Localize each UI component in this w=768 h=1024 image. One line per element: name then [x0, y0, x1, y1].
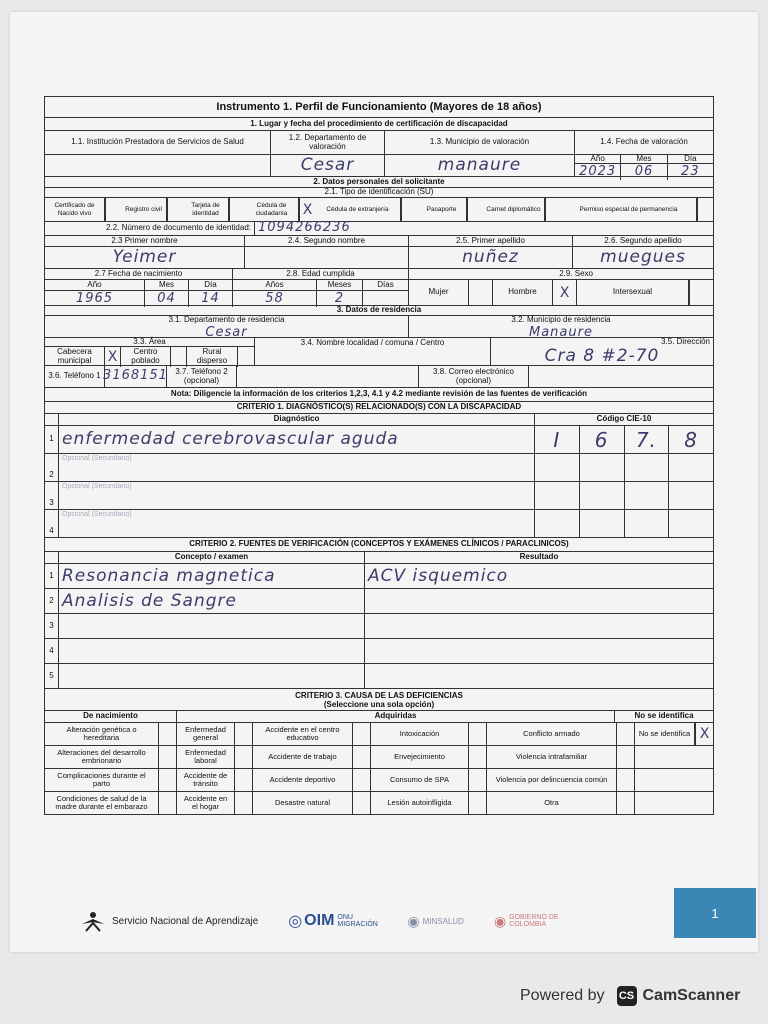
- footer-logos: [80, 906, 760, 936]
- c1-heading-row: [44, 402, 714, 414]
- c3-nac-col: De nacimiento: [45, 711, 177, 722]
- cie-char-3: 7.: [625, 426, 670, 453]
- c2-row-resultado: [365, 639, 713, 663]
- tel2-label: 3.7. Teléfono 2 (opcional): [167, 366, 237, 387]
- c2-cols-row: [44, 552, 714, 564]
- c2-row-num: 5: [45, 664, 59, 688]
- area-cabecera-label: Cabecera municipal: [45, 347, 105, 367]
- c2-row: [44, 589, 714, 614]
- powered-text: Powered by: [520, 987, 605, 1004]
- c3-option-label: Complicaciones durante el parto: [45, 769, 159, 791]
- s1-heading: 1. Lugar y fecha del procedimiento de certificación de discapacidad: [250, 118, 508, 128]
- c1-num-col: [45, 414, 59, 425]
- doc-tarjeta-identidad-box[interactable]: [229, 198, 245, 221]
- c1-row-2-cie3: [625, 454, 670, 481]
- c2-row: [44, 639, 714, 664]
- doc-carnet-diplomatico-box[interactable]: [545, 198, 561, 221]
- doc-cedula-ciudadania-box[interactable]: X: [299, 198, 315, 221]
- tipo-heading-row: [44, 188, 714, 198]
- cie-char-1: I: [535, 426, 580, 453]
- ips-label: 1.1. Institución Prestadora de Servicios de Salud: [45, 131, 271, 154]
- c2-row-resultado: [365, 614, 713, 638]
- c3-option-box[interactable]: [159, 746, 177, 768]
- doc-cedula-ciudadania: Cédula de ciudadanía: [245, 198, 299, 221]
- c3-option-box[interactable]: [353, 723, 371, 745]
- segundo-apellido-label: 2.6. Segundo apellido: [604, 235, 682, 245]
- c1-row-2: [44, 454, 714, 482]
- s3-heading: 3. Datos de residencia: [336, 305, 422, 315]
- nac-anio-value: 1965: [45, 291, 145, 307]
- form-title: Instrumento 1. Perfil de Funcionamiento (Mayores de 18 años): [216, 100, 542, 113]
- doc-nacido-vivo-box[interactable]: [105, 198, 121, 221]
- c1-row-1-num: 1: [45, 426, 59, 453]
- c1-row-3-cie4: [669, 482, 713, 509]
- s1-heading-row: [44, 118, 714, 131]
- nac-dia-label: Día: [189, 280, 233, 290]
- c2-row-num: 3: [45, 614, 59, 638]
- ips-value: [45, 155, 271, 176]
- dep-value: Cesar: [271, 155, 385, 176]
- c3-option-label: Consumo de SPA: [371, 769, 469, 791]
- c3-option-box[interactable]: [235, 746, 253, 768]
- c3-option-label: No se identifica: [635, 723, 695, 745]
- c3-option-box[interactable]: [469, 769, 487, 791]
- anio-value: 2023: [575, 164, 621, 180]
- c1-row-4-cie3: [625, 510, 670, 537]
- c1-row-2-diag: Opcional (Secundario): [59, 454, 535, 481]
- doc-pasaporte: Pasaporte: [417, 198, 467, 221]
- c3-option-box[interactable]: [159, 723, 177, 745]
- c2-row-concepto: Analisis de Sangre: [59, 589, 365, 613]
- c3-option-label: Condiciones de salud de la madre durante el embarazo: [45, 792, 159, 814]
- nota-row: [44, 388, 714, 402]
- c3-option-label: Enfermedad general: [177, 723, 235, 745]
- c3-option-box[interactable]: [469, 723, 487, 745]
- edad-dias-label: Días: [377, 279, 394, 289]
- tipo-heading: 2.1. Tipo de identificación (SU): [324, 187, 434, 197]
- c1-row-2-cie4: [669, 454, 713, 481]
- c1-row-1-diag: enfermedad cerebrovascular aguda: [59, 426, 535, 453]
- tel2-value: [237, 366, 419, 387]
- c2-row-resultado: ACV isquemico: [368, 565, 509, 586]
- c3-option-label: Desastre natural: [253, 792, 353, 814]
- names-values-row: [44, 247, 714, 269]
- doc-carnet-diplomatico: Carnet diplomático: [483, 198, 545, 221]
- camscanner-icon: CS: [617, 986, 637, 1006]
- c3-option-box[interactable]: [353, 746, 371, 768]
- c3-rows: [44, 723, 714, 815]
- c1-row-2-cie2: [580, 454, 625, 481]
- res-mun-value: Manaure: [529, 325, 593, 340]
- segundo-apellido-value: muegues: [600, 247, 686, 268]
- c1-heading: CRITERIO 1. DIAGNÓSTICO(S) RELACIONADO(S) CON LA DISCAPACIDAD: [236, 402, 522, 412]
- primer-apellido-value: nuñez: [409, 247, 573, 268]
- sexo-hombre-box[interactable]: X: [553, 280, 577, 305]
- anio-label: Año: [575, 155, 621, 163]
- sexo-hombre-label: Hombre: [493, 280, 553, 305]
- c3-option-box[interactable]: [159, 769, 177, 791]
- c3-option-label: [635, 746, 713, 768]
- names-labels-row: [44, 236, 714, 247]
- c1-row-2-num: 2: [45, 454, 59, 481]
- c3-option-box[interactable]: [159, 792, 177, 814]
- c3-option-label: Lesión autoinfligida: [371, 792, 469, 814]
- phone-row: [44, 366, 714, 388]
- area-centro-label: Centro poblado: [121, 347, 171, 367]
- c3-option-label: Accidente de tránsito: [177, 769, 235, 791]
- residence-row: [44, 316, 714, 338]
- c2-row-num: 2: [45, 589, 59, 613]
- c1-row-1: [44, 426, 714, 454]
- edad-anos-label: Años: [233, 280, 317, 290]
- fecha-nac-label: 2.7 Fecha de nacimiento: [45, 269, 233, 279]
- doc-registro-civil-box[interactable]: [167, 198, 183, 221]
- c1-row-2-cie1: [535, 454, 580, 481]
- c2-heading: CRITERIO 2. FUENTES DE VERIFICACIÓN (CONCEPTOS Y EXÁMENES CLÍNICOS / PARACLINICOS): [189, 539, 569, 549]
- tel1-value: 3168151: [105, 366, 167, 387]
- tel1-label: 3.6. Teléfono 1: [45, 366, 105, 387]
- c1-row-4-cie4: [669, 510, 713, 537]
- direccion-label: 3.5. Dirección: [661, 336, 710, 346]
- doc-tarjeta-identidad: Tarjeta de identidad: [183, 198, 229, 221]
- c2-row: [44, 564, 714, 589]
- c3-option-label: Violencia intrafamiliar: [487, 746, 617, 768]
- c3-option-label: [635, 769, 713, 791]
- doc-cedula-extranjeria-box[interactable]: [401, 198, 417, 221]
- s1-values-row: [44, 155, 714, 177]
- direccion-value: Cra 8 #2-70: [544, 346, 660, 366]
- c2-row-concepto: Resonancia magnetica: [59, 564, 365, 588]
- c3-option-box[interactable]: [617, 792, 635, 814]
- area-rural-box[interactable]: [238, 347, 254, 367]
- edad-meses-label: Meses: [317, 280, 363, 290]
- c3-option-label: Alteración genética o hereditaria: [45, 723, 159, 745]
- correo-value: [529, 366, 713, 387]
- doc-nacido-vivo: Certificado de Nacido vivo: [45, 198, 105, 221]
- doc-number-value: 1094266236: [258, 220, 351, 236]
- c1-row-4-cie2: [580, 510, 625, 537]
- sexo-mujer-box[interactable]: [469, 280, 493, 305]
- oim-logo: [288, 911, 377, 931]
- c3-option-box[interactable]: [469, 746, 487, 768]
- c3-option-label: Envejecimiento: [371, 746, 469, 768]
- page-number: 1: [674, 888, 756, 938]
- c1-cols-row: [44, 414, 714, 426]
- sexo-intersexual-label: Intersexual: [577, 280, 689, 305]
- dia-label: Día: [684, 153, 697, 163]
- s1-labels-row: [44, 131, 714, 155]
- c3-option-box[interactable]: [235, 769, 253, 791]
- birth-values-row: [44, 280, 714, 306]
- c3-row: [44, 746, 714, 769]
- correo-label: 3.8. Correo electrónico (opcional): [419, 366, 529, 387]
- c3-option-label: Enfermedad laboral: [177, 746, 235, 768]
- doc-number-label: 2.2. Número de documento de identidad:: [45, 222, 255, 235]
- c2-row-resultado: [365, 589, 713, 613]
- c2-num-col: [45, 552, 59, 563]
- oim-sub: ONU MIGRACIÓN: [337, 914, 378, 928]
- c3-option-box[interactable]: [235, 723, 253, 745]
- shield-icon: ◉: [407, 912, 420, 929]
- res-dep-label: 3.1. Departamento de residencia: [168, 315, 285, 325]
- c2-row-resultado: [365, 664, 713, 688]
- c3-noid-col: No se identifica: [634, 711, 694, 721]
- segundo-nombre-label: 2.4. Segundo nombre: [245, 236, 409, 246]
- mes-label: Mes: [621, 155, 667, 163]
- c3-row: [44, 723, 714, 746]
- c1-row-4-num: 4: [45, 510, 59, 537]
- gobierno-logo: [494, 913, 559, 930]
- c2-row-concepto: [59, 639, 365, 663]
- camscanner-brand: CamScanner: [642, 987, 741, 1004]
- nac-anio-label: Año: [45, 280, 145, 290]
- sexo-mujer-label: Mujer: [409, 280, 469, 305]
- globe-icon: ◎: [288, 913, 303, 930]
- c3-option-box[interactable]: [469, 792, 487, 814]
- c3-option-label: Accidente deportivo: [253, 769, 353, 791]
- c2-row-num: 1: [45, 564, 59, 588]
- doc-number-row: [44, 222, 714, 236]
- form-title-row: [44, 96, 714, 118]
- c3-noid-box[interactable]: X: [695, 723, 713, 745]
- c1-row-3-cie1: [535, 482, 580, 509]
- c2-row-num: 4: [45, 639, 59, 663]
- c1-diag-col: Diagnóstico: [59, 414, 535, 425]
- edad-anos-value: 58: [233, 291, 317, 307]
- minsalud-logo: [407, 913, 464, 930]
- doc-types-row: [44, 198, 714, 222]
- birth-labels-row: [44, 269, 714, 280]
- c3-option-label: Violencia por delincuencia común: [487, 769, 617, 791]
- sena-text: Servicio Nacional de Aprendizaje: [112, 915, 259, 927]
- doc-permiso-especial: Permiso especial de permanencia: [561, 198, 697, 221]
- c1-row-3-num: 3: [45, 482, 59, 509]
- seal-icon: ◉: [493, 912, 507, 929]
- segundo-nombre-value: [245, 247, 409, 268]
- res-dep-value: Cesar: [205, 325, 248, 340]
- primer-apellido-label: 2.5. Primer apellido: [409, 236, 573, 246]
- dia-value: 23: [681, 164, 700, 179]
- nota: Nota: Diligencie la información de los criterios 1,2,3, 4.1 y 4.2 mediante revisión de las fuentes de verificación: [170, 389, 588, 399]
- sena-logo: [80, 910, 258, 932]
- s3-heading-row: [44, 306, 714, 316]
- c2-row-concepto: [59, 664, 365, 688]
- c3-option-label: Otra: [487, 792, 617, 814]
- area-row: [44, 338, 714, 366]
- c1-row-4-cie1: [535, 510, 580, 537]
- localidad-label: 3.4. Nombre localidad / comuna / Centro: [255, 338, 491, 365]
- c2-row-concepto: [59, 614, 365, 638]
- mes-value: 06: [621, 164, 667, 180]
- area-centro-box[interactable]: [171, 347, 187, 367]
- res-mun-label: 3.2. Municipio de residencia: [511, 315, 611, 325]
- fecha-label: 1.4. Fecha de valoración: [600, 137, 688, 147]
- mun-value: manaure: [385, 155, 575, 176]
- s2-heading: 2. Datos personales del solicitante: [313, 176, 445, 186]
- sexo-label: 2.9. Sexo: [559, 268, 593, 278]
- nac-mes-value: 04: [145, 291, 189, 307]
- c1-row-3: [44, 482, 714, 510]
- c3-option-label: Intoxicación: [371, 723, 469, 745]
- gobierno-text: GOBIERNO DE COLOMBIA: [509, 914, 559, 928]
- primer-nombre-label: 2.3 Primer nombre: [45, 236, 245, 246]
- oim-text: OIM: [304, 912, 335, 929]
- doc-registro-civil: Registro civil: [121, 198, 167, 221]
- c3-option-box[interactable]: [235, 792, 253, 814]
- c3-option-label: Accidente en el hogar: [177, 792, 235, 814]
- sexo-intersexual-box[interactable]: [689, 280, 713, 305]
- c3-adq-col: Adquiridas: [177, 711, 615, 722]
- c2-concepto-col: Concepto / examen: [59, 552, 365, 563]
- mun-label: 1.3. Municipio de valoración: [385, 131, 575, 154]
- c3-option-box[interactable]: [617, 769, 635, 791]
- c3-option-box[interactable]: [353, 769, 371, 791]
- dep-label: 1.2. Departamento de valoración: [271, 131, 385, 154]
- c3-option-label: [635, 792, 713, 814]
- powered-by: [520, 986, 740, 1006]
- doc-permiso-especial-box[interactable]: [697, 198, 713, 221]
- c2-resultado-col: Resultado: [519, 552, 559, 562]
- area-cabecera-box[interactable]: X: [105, 347, 121, 367]
- c1-row-4: [44, 510, 714, 538]
- c2-heading-row: [44, 538, 714, 552]
- cie-char-4: 8: [684, 427, 698, 452]
- c3-heading: CRITERIO 3. CAUSA DE LAS DEFICIENCIAS: [295, 690, 463, 700]
- nac-mes-label: Mes: [145, 280, 189, 290]
- doc-pasaporte-box[interactable]: [467, 198, 483, 221]
- form-table: [44, 96, 714, 815]
- c3-row: [44, 792, 714, 815]
- sena-icon: [80, 910, 106, 932]
- area-rural-label: Rural disperso: [187, 347, 238, 367]
- doc-cedula-extranjeria: Cédula de extranjería: [315, 198, 401, 221]
- c3-row: [44, 769, 714, 792]
- c3-option-box[interactable]: [617, 723, 635, 745]
- c1-row-3-diag: Opcional (Secundario): [59, 482, 535, 509]
- nac-dia-value: 14: [189, 291, 233, 307]
- c3-option-label: Conflicto armado: [487, 723, 617, 745]
- c3-option-box[interactable]: [617, 746, 635, 768]
- c2-row: [44, 664, 714, 689]
- area-label: 3.3. Área: [133, 336, 166, 346]
- c3-option-box[interactable]: [353, 792, 371, 814]
- c1-row-3-cie2: [580, 482, 625, 509]
- c1-row-4-diag: Opcional (Secundario): [59, 510, 535, 537]
- c1-cie-col: Código CIE-10: [596, 414, 652, 424]
- c3-option-label: Accidente en el centro educativo: [253, 723, 353, 745]
- c2-rows: [44, 564, 714, 689]
- primer-nombre-value: Yeimer: [45, 247, 245, 268]
- c3-option-label: Accidente de trabajo: [253, 746, 353, 768]
- c3-option-label: Alteraciones del desarrollo embrionario: [45, 746, 159, 768]
- c3-cols-row: [44, 711, 714, 723]
- edad-label: 2.8. Edad cumplida: [233, 269, 409, 279]
- c1-row-3-cie3: [625, 482, 670, 509]
- c2-row: [44, 614, 714, 639]
- cie-char-2: 6: [580, 426, 625, 453]
- minsalud-text: MINSALUD: [422, 916, 464, 926]
- c3-heading-row: [44, 689, 714, 711]
- edad-meses-value: 2: [317, 291, 363, 307]
- c3-subheading: (Seleccione una sola opción): [323, 699, 435, 709]
